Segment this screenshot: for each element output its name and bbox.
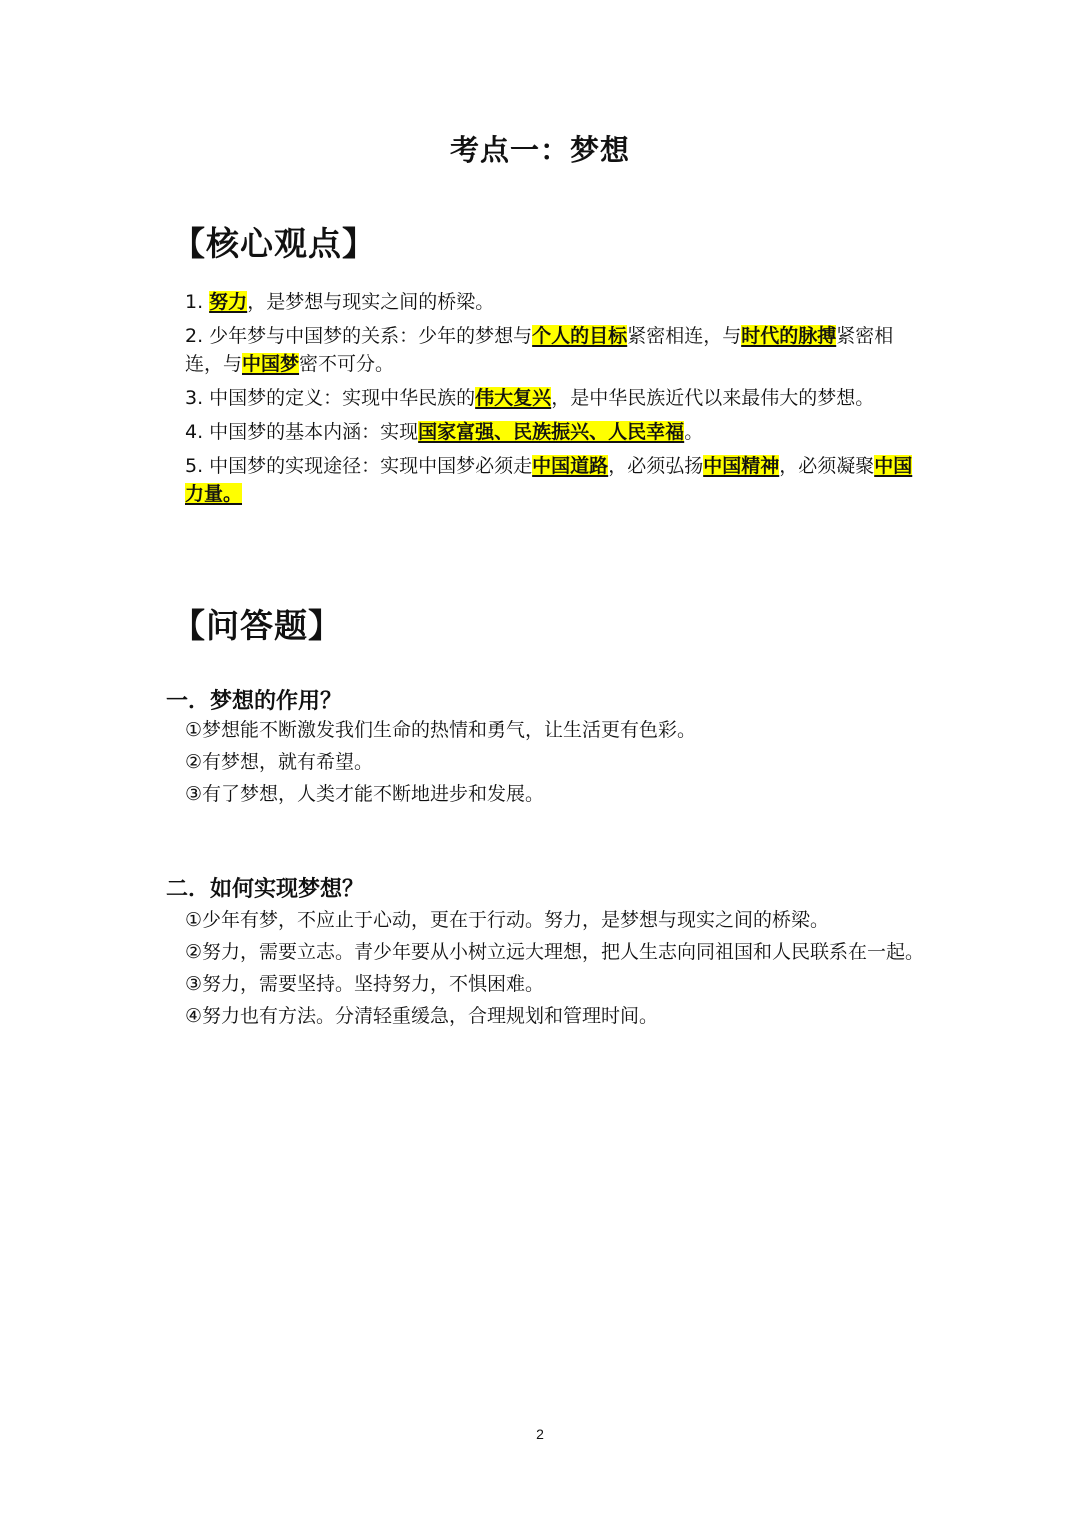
core-point-1-text: 1. xyxy=(185,291,210,313)
core-point-1-highlight: 努力 xyxy=(209,291,248,313)
core-point-4-text: 。 xyxy=(684,421,704,443)
core-point-2-highlight: 个人的目标 xyxy=(532,325,628,347)
core-point-5-text: ，必须弘扬 xyxy=(608,455,704,477)
core-points-list xyxy=(185,288,925,514)
core-point-5-highlight: 中国力量。 xyxy=(185,455,913,505)
core-point-2-text: 紧密相连，与 xyxy=(627,325,742,347)
question-2-answers xyxy=(185,906,925,1034)
core-point-2-text: 密不可分。 xyxy=(299,353,395,375)
answer-item: ①少年有梦，不应止于心动，更在于行动。努力，是梦想与现实之间的桥梁。 xyxy=(185,909,830,931)
page-title: 考点一：梦想 xyxy=(449,133,630,167)
core-point-5 xyxy=(185,452,925,508)
core-point-4-highlight: 国家富强、民族振兴、人民幸福 xyxy=(418,421,685,443)
core-points-heading: 【核心观点】 xyxy=(172,224,376,263)
core-point-1 xyxy=(185,288,925,316)
core-point-5-highlight: 中国道路 xyxy=(532,455,609,477)
answer-item: ④努力也有方法。分清轻重缓急，合理规划和管理时间。 xyxy=(185,1005,659,1027)
core-point-5-highlight: 中国精神 xyxy=(703,455,780,477)
page-number: 2 xyxy=(536,1426,544,1442)
qa-heading: 【问答题】 xyxy=(172,606,342,645)
core-point-3-highlight: 伟大复兴 xyxy=(475,387,552,409)
answer-item: ③有了梦想，人类才能不断地进步和发展。 xyxy=(185,783,545,805)
answer-item: ②努力，需要立志。青少年要从小树立远大理想，把人生志向同祖国和人民联系在一起。 xyxy=(185,941,925,963)
core-point-1-text: ，是梦想与现实之间的桥梁。 xyxy=(247,291,495,313)
question-1-answers xyxy=(185,716,925,812)
answer-item: ②有梦想，就有希望。 xyxy=(185,751,374,773)
core-point-2-highlight: 中国梦 xyxy=(242,353,300,375)
question-1-title: 一．梦想的作用？ xyxy=(166,689,343,714)
core-point-3-text: ，是中华民族近代以来最伟大的梦想。 xyxy=(551,387,875,409)
core-point-5-text: ，必须凝聚 xyxy=(779,455,875,477)
core-point-2-highlight: 时代的脉搏 xyxy=(741,325,837,347)
core-point-4 xyxy=(185,418,925,446)
core-point-3-text: 3. 中国梦的定义：实现中华民族的 xyxy=(185,387,476,409)
question-2-title: 二．如何实现梦想？ xyxy=(166,877,365,902)
core-point-4-text: 4. 中国梦的基本内涵：实现 xyxy=(185,421,419,443)
answer-item: ③努力，需要坚持。坚持努力，不惧困难。 xyxy=(185,973,545,995)
core-point-5-text: 5. 中国梦的实现途径：实现中国梦必须走 xyxy=(185,455,533,477)
core-point-2-text: 2. 少年梦与中国梦的关系：少年的梦想与 xyxy=(185,325,533,347)
core-point-2-text: 紧密相连，与 xyxy=(185,325,894,375)
answer-item: ①梦想能不断激发我们生命的热情和勇气，让生活更有色彩。 xyxy=(185,719,697,741)
core-point-2 xyxy=(185,322,925,378)
core-point-3 xyxy=(185,384,925,412)
